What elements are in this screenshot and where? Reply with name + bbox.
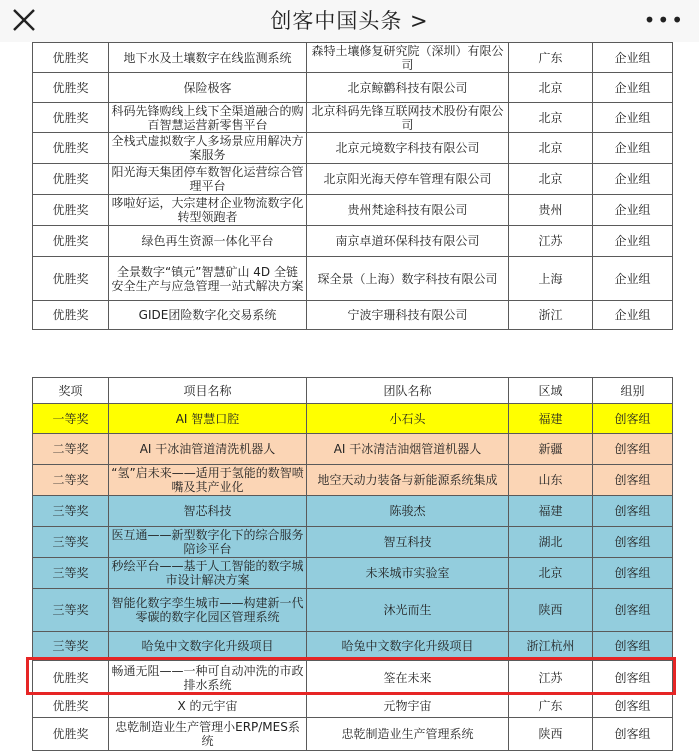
table-cell: 一等奖 [33,404,109,434]
table-row [33,164,673,195]
table-cell: 团队名称 [307,378,509,404]
table-cell: 三等奖 [33,632,109,661]
table-cell: AI 干冰油管道清洗机器人 [109,434,307,465]
table-cell: 企业组 [593,73,673,103]
table-cell: 科码先锋购线上线下全渠道融合的购百智慧运营新零售平台 [109,103,307,133]
table-cell: 优胜奖 [33,195,109,226]
table-cell: 创客组 [593,632,673,661]
table-cell: 南京卓道环保科技有限公司 [307,226,509,257]
table-cell: 浙江 [509,301,593,330]
table-cell: 智能化数字孪生城市——构建新一代零碳的数字化园区管理系统 [109,589,307,632]
table-cell: “氢”启未来——适用于氢能的数智喷嘴及其产业化 [109,465,307,496]
table-cell: 三等奖 [33,527,109,558]
table-cell: 畅通无阻——一种可自动冲洗的市政排水系统 [109,661,307,695]
table-cell: 区域 [509,378,593,404]
table-cell: 秒绘平台——基于人工智能的数字城市设计解决方案 [109,558,307,589]
table-cell: 地空天动力装备与新能源系统集成 [307,465,509,496]
table-row [33,496,673,527]
table-cell: 企业组 [593,133,673,164]
table-cell: 创客组 [593,718,673,751]
table-cell: 二等奖 [33,434,109,465]
table-cell: 企业组 [593,43,673,73]
table-cell: 优胜奖 [33,718,109,751]
table-cell: 广东 [509,43,593,73]
table-row [33,434,673,465]
table-cell: 组别 [593,378,673,404]
table-row [33,257,673,301]
table-cell: 福建 [509,404,593,434]
table-row [33,133,673,164]
table-cell: 智互科技 [307,527,509,558]
table-cell: 琛全景（上海）数字科技有限公司 [307,257,509,301]
table-cell: 哈兔中文数字化升级项目 [307,632,509,661]
table-cell: 陕西 [509,589,593,632]
table-cell: 未来城市实验室 [307,558,509,589]
table-cell: 北京鲸鹳科技有限公司 [307,73,509,103]
more-options-icon[interactable]: ••• [643,8,685,32]
table-cell: 智芯科技 [109,496,307,527]
table-cell: 优胜奖 [33,661,109,695]
table-cell: 哆啦好运，大宗建材企业物流数字化转型领跑者 [109,195,307,226]
table-cell: AI 智慧口腔 [109,404,307,434]
table-cell: GIDE团险数字化交易系统 [109,301,307,330]
table-row [33,589,673,632]
table-row [33,301,673,330]
table-row [33,404,673,434]
table-cell: 创客组 [593,434,673,465]
table-cell: 创客组 [593,404,673,434]
document-image [0,42,699,751]
table-cell: 全景数字“镇元”智慧矿山 4D 全链 安全生产与应急管理一站式解决方案 [109,257,307,301]
top-bar [0,0,699,42]
table-cell: 陈骏杰 [307,496,509,527]
table-cell: 新疆 [509,434,593,465]
table-cell: 地下水及土壤数字在线监测系统 [109,43,307,73]
table-cell: 上海 [509,257,593,301]
table-cell: 沐光而生 [307,589,509,632]
table-cell: 优胜奖 [33,164,109,195]
table-cell: 广东 [509,695,593,718]
table-row [33,226,673,257]
table-cell: 陕西 [509,718,593,751]
table-row [33,43,673,73]
table-cell: 企业组 [593,164,673,195]
table-cell: 北京科码先锋互联网技术股份有限公司 [307,103,509,133]
table-cell: 森特土壤修复研究院（深圳）有限公司 [307,43,509,73]
table-cell: 北京 [509,558,593,589]
table-cell: 江苏 [509,226,593,257]
table-cell: 贵州梵途科技有限公司 [307,195,509,226]
table-cell: 创客组 [593,558,673,589]
table-cell: 创客组 [593,465,673,496]
table-cell: 宁波宇珊科技有限公司 [307,301,509,330]
table-cell: 优胜奖 [33,301,109,330]
table-cell: 优胜奖 [33,257,109,301]
table-cell: 山东 [509,465,593,496]
table-cell: 北京元境数字科技有限公司 [307,133,509,164]
table-cell: 贵州 [509,195,593,226]
winners-table-enterprise [32,42,673,330]
table-cell: 优胜奖 [33,43,109,73]
table-cell: 北京 [509,133,593,164]
table-cell: 北京 [509,73,593,103]
page-title[interactable]: 创客中国头条 > [270,9,429,33]
table-cell: 创客组 [593,661,673,695]
table-row [33,695,673,718]
table-cell: 企业组 [593,195,673,226]
table-row [33,558,673,589]
table-cell: 医互通——新型数字化下的综合服务陪诊平台 [109,527,307,558]
table-cell: 优胜奖 [33,133,109,164]
table-row [33,718,673,751]
table-cell: 创客组 [593,695,673,718]
table-cell: 福建 [509,496,593,527]
table-cell: 哈兔中文数字化升级项目 [109,632,307,661]
table-row [33,527,673,558]
table-cell: X 的元宇宙 [109,695,307,718]
table-cell: AI 干冰清洁油烟管道机器人 [307,434,509,465]
table-row [33,465,673,496]
table-row [33,195,673,226]
table-cell: 忠乾制造业生产管理系统 [307,718,509,751]
table-cell: 筌在未来 [307,661,509,695]
table-cell: 北京 [509,103,593,133]
table-cell: 企业组 [593,103,673,133]
table-cell: 元物宇宙 [307,695,509,718]
table-header-row [33,378,673,404]
table-cell: 企业组 [593,301,673,330]
table-cell: 优胜奖 [33,103,109,133]
table-cell: 浙江杭州 [509,632,593,661]
table-row [33,103,673,133]
table-cell: 阳光海天集团停车数智化运营综合管理平台 [109,164,307,195]
table-cell: 绿色再生资源一体化平台 [109,226,307,257]
table-cell: 优胜奖 [33,73,109,103]
table-cell: 三等奖 [33,558,109,589]
table-cell: 北京阳光海天停车管理有限公司 [307,164,509,195]
table-cell: 项目名称 [109,378,307,404]
table-cell: 三等奖 [33,496,109,527]
table-cell: 三等奖 [33,589,109,632]
table-cell: 二等奖 [33,465,109,496]
table-cell: 优胜奖 [33,695,109,718]
table-cell: 创客组 [593,527,673,558]
table-cell: 小石头 [307,404,509,434]
table-cell: 保险极客 [109,73,307,103]
table-cell: 企业组 [593,257,673,301]
table-cell: 北京 [509,164,593,195]
table-cell: 创客组 [593,496,673,527]
table-cell: 江苏 [509,661,593,695]
table-cell: 奖项 [33,378,109,404]
highlight-box [26,657,676,695]
table-cell: 湖北 [509,527,593,558]
table-cell: 企业组 [593,226,673,257]
table-cell: 忠乾制造业生产管理小ERP/MES系统 [109,718,307,751]
table-cell: 全栈式虚拟数字人多场景应用解决方案服务 [109,133,307,164]
table-cell: 优胜奖 [33,226,109,257]
table-row [33,73,673,103]
table-cell: 创客组 [593,589,673,632]
